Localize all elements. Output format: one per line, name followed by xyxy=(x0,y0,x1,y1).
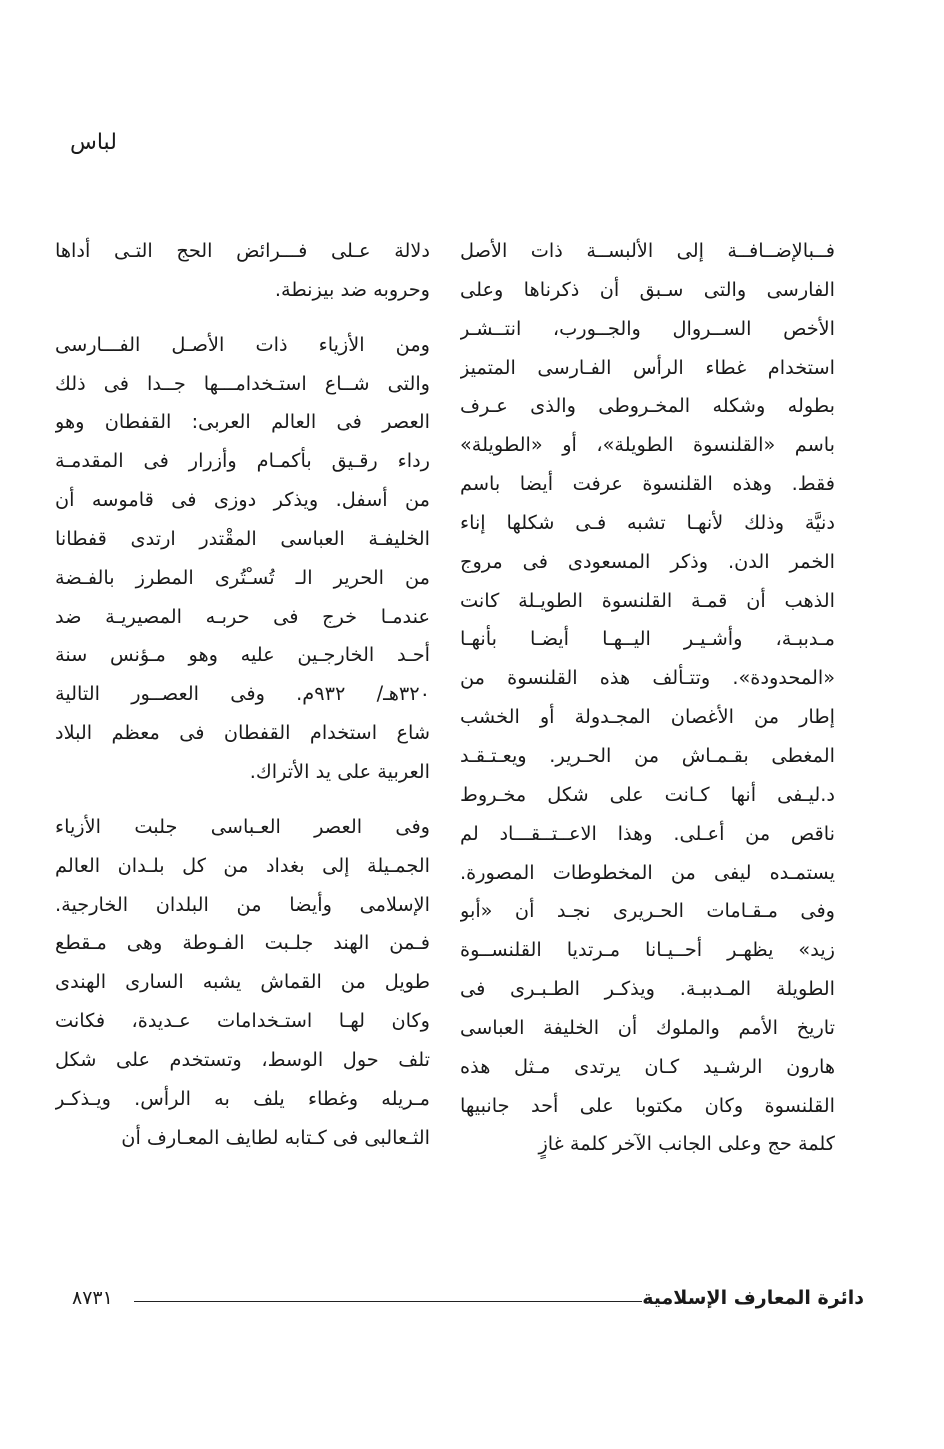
text-line: المغطى بقـمـاش من الحـرير. ويعـتـقـد xyxy=(460,743,835,767)
text-line: شاع استخدام القفطان فى معظم البلاد xyxy=(55,721,430,745)
left-text-column xyxy=(55,232,430,1157)
text-line: فـمن الهند جلـبت الفـوطة وهى مـقطع xyxy=(55,931,430,955)
text-line: وفى مـقـامات الحـريرى نجـد أن «أبو xyxy=(460,899,835,923)
text-line: العربية على يد الأتراك. xyxy=(249,759,430,783)
text-line: فــبالإضــافــة إلى الألبســة ذات الأصل xyxy=(460,239,835,262)
text-line: فقط. وهذه القلنسوة عرفت أيضا باسم xyxy=(460,472,835,496)
text-line: مـدببـة، وأشـيـر اليــهـا أيضـا بأنهـا xyxy=(460,627,835,651)
text-line: والتى شــاع استـخدامـــها جــدا فى ذلك xyxy=(55,371,430,395)
text-line: الجمـيلة إلى بغداد من كل بلـدان العالم xyxy=(55,853,430,877)
text-line: الطويلة المـدببـة. ويذكـر الطـبـرى فى xyxy=(460,977,835,1001)
text-line: هارون الرشـيد كـان يرتدى مـثل هذه xyxy=(460,1054,835,1078)
text-line: «المحدودة». وتتـألف هذه القلنسوة من xyxy=(460,666,835,690)
text-line: الخمر الدن. وذكر المسعودى فى مروج xyxy=(460,549,835,573)
page-number: ٨٧٣١ xyxy=(72,1287,113,1309)
text-line: الفارسى والتى سـبق أن ذكرناها وعلى xyxy=(460,277,835,301)
text-line: تلف حول الوسط، وتستخدم على شكل xyxy=(55,1047,430,1071)
text-line: رداء رقـيق بأكمـام وأزرار فى المقدمـة xyxy=(55,449,430,473)
text-line: الذهب أن قمـة القلنسوة الطويـلة كانت xyxy=(460,588,835,612)
paragraph xyxy=(55,326,430,792)
text-line: الأخص الســروال والجــورب، انتــشـر xyxy=(460,316,835,340)
text-line: إطار من الأغصان المجـدولة أو الخشب xyxy=(460,705,835,729)
right-text-column xyxy=(460,232,835,1164)
text-line: عندمـا خرج فى حربـه المصيريـة ضد xyxy=(55,604,430,628)
text-line: دنيَّة وذلك لأنهـا تشبه فـى شكلها إناء xyxy=(460,510,835,534)
text-line: وفى العصر العـباسى جلبت الأزياء xyxy=(55,814,430,838)
text-line: طويل من القماش يشبه السارى الهندى xyxy=(55,970,430,994)
text-line: مـريله وغطاء يلف به الرأس. ويـذكـر xyxy=(55,1086,430,1110)
text-line: الإسلامى وأيضا من البلدان الخارجية. xyxy=(55,892,430,916)
text-line: بطوله وشكله المخـروطى والذى عـرف xyxy=(460,394,835,418)
text-line: د.ليـفى أنها كـانت على شكل مخـروط xyxy=(460,782,835,806)
text-line: العصر فى العالم العربى: القفطان وهو xyxy=(55,410,430,434)
page-footer xyxy=(72,1287,864,1317)
footer-rule xyxy=(134,1301,642,1302)
paragraph xyxy=(55,232,430,310)
publication-name: دائرة المعارف الإسلامية xyxy=(642,1287,864,1309)
text-line: يستمـده ليفى من المخطوطات المصورة. xyxy=(460,860,835,884)
page-header-title: لباس xyxy=(70,130,117,155)
text-line: باسم «القلنسوة الطويلة»، أو «الطويلة» xyxy=(460,433,835,457)
text-line: القلنسوة وكان مكتوبا على أحد جانبيها xyxy=(460,1093,835,1117)
text-line: الخليفـة العباسى المقْتدر ارتدى قفطانا xyxy=(55,526,430,550)
text-line: الثـعالبى فى كـتابه لطايف المعـارف أن xyxy=(121,1125,430,1149)
text-line: من أسفل. ويذكر دوزى فى قاموسه أن xyxy=(55,488,430,512)
text-line: ٣٢٠هـ/ ٩٣٢م. وفى العصــور التالية xyxy=(55,682,430,706)
text-line: وكان لهـا استـخدامات عـديدة، فكانت xyxy=(55,1009,430,1033)
paragraph xyxy=(55,808,430,1158)
text-line: تاريخ الأمم والملوك أن الخليفة العباسى xyxy=(460,1015,835,1039)
text-line: زيد» يظهـر أحــيـانا مـرتديا القلنســوة xyxy=(460,938,835,962)
paragraph xyxy=(460,232,835,1164)
text-line: من الحرير الـ تُسـْتُرى المطرز بالفـضة xyxy=(55,565,430,589)
text-line: أحـد الخارجـين عليه وهو مـؤنس سنة xyxy=(55,643,430,667)
text-line: استخدام غطاء الرأس الفـارسى المتميز xyxy=(460,355,835,379)
text-line: ومن الأزياء ذات الأصـل الفـــارسى xyxy=(55,332,430,356)
text-line: وحروبه ضد بيزنطة. xyxy=(274,277,430,301)
text-line: دلالة عـلى فـــرائض الحج التـى أداها xyxy=(55,239,430,262)
text-line: ناقص من أعـلى. وهذا الاعــتــقـــاد لم xyxy=(460,821,835,845)
text-line: كلمة حج وعلى الجانب الآخر كلمة غازٍ xyxy=(538,1132,835,1156)
